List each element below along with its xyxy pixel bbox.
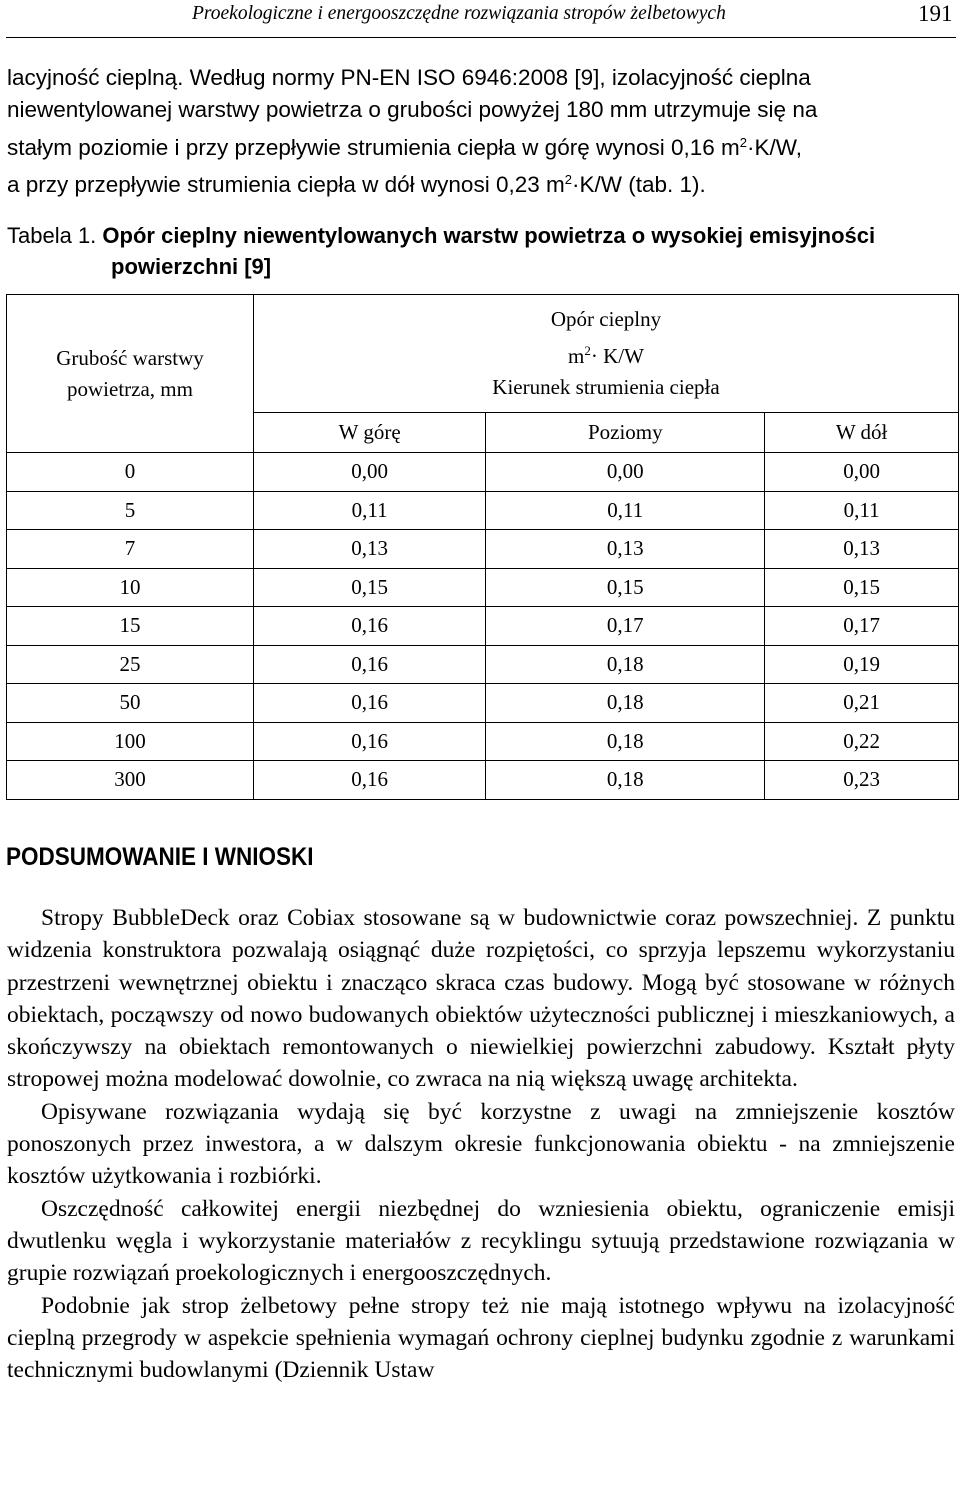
header-upward: W górę bbox=[254, 413, 486, 453]
intro-line: a przy przepływie strumienia ciepła w dół wynosi 0,23 $m^2\cdot K/W$ (tab. 1). bbox=[7, 171, 706, 197]
intro-line: stałym poziomie i przy przepływie strumienia ciepła w górę wynosi 0,16 $m^2\cdot K/W$, bbox=[7, 134, 803, 160]
table-cell-value: 0,18 bbox=[486, 645, 765, 684]
table-row bbox=[7, 761, 959, 800]
summary-paragraph: Oszczędność całkowitej energii niezbędnej do wzniesienia obiektu, ograniczenie emisji dwutlenku węgla i wykorzystanie materiałów z recyklingu sytuują przedstawione rozwiązania w grupie rozwiązań proekologicznych i energooszczędnych. bbox=[7, 1195, 955, 1287]
table-cell-value: 0,17 bbox=[765, 607, 959, 646]
table-cell-thickness: 50 bbox=[7, 684, 254, 723]
table-cell-value: 0,17 bbox=[486, 607, 765, 646]
table-header-row bbox=[7, 295, 959, 413]
table-cell-value: 0,00 bbox=[254, 453, 486, 492]
table-caption-title-cont: powierzchni [9] bbox=[111, 254, 272, 279]
table-row bbox=[7, 645, 959, 684]
table-caption-label: Tabela 1. bbox=[7, 223, 97, 248]
header-thermal-resistance: Opór cieplny $m^2\cdot K/W$ Kierunek strumienia ciepła bbox=[254, 295, 959, 413]
table-cell-value: 0,21 bbox=[765, 684, 959, 723]
table-cell-thickness: 15 bbox=[7, 607, 254, 646]
intro-line: niewentylowanej warstwy powietrza o grubości powyżej 180 mm utrzymuje się na bbox=[7, 97, 818, 123]
summary-paragraph: Podobnie jak strop żelbetowy pełne stropy też nie mają istotnego wpływu na izolacyjność cieplną przegrody w aspekcie spełnienia wymagań ochrony cieplnej budynku zgodnie z warunkami technicznymi budowlanymi (Dziennik Ustaw bbox=[7, 1292, 955, 1384]
header-rule bbox=[6, 37, 956, 38]
header-horizontal: Poziomy bbox=[486, 413, 765, 453]
table-cell-value: 0,15 bbox=[486, 568, 765, 607]
table-row bbox=[7, 684, 959, 723]
superscript: 2 bbox=[739, 134, 748, 150]
table-caption bbox=[7, 220, 955, 282]
section-heading: PODSUMOWANIE I WNIOSKI bbox=[6, 843, 314, 871]
table-row bbox=[7, 453, 959, 492]
table-cell-thickness: 25 bbox=[7, 645, 254, 684]
header-downward: W dół bbox=[765, 413, 959, 453]
table-cell-thickness: 100 bbox=[7, 722, 254, 761]
table-cell-value: 0,22 bbox=[765, 722, 959, 761]
running-header-title: Proekologiczne i energooszczędne rozwiązania stropów żelbetowych bbox=[192, 3, 726, 24]
page-number: 191 bbox=[918, 1, 953, 26]
thermal-resistance-table bbox=[6, 294, 959, 800]
table-row bbox=[7, 530, 959, 569]
table-cell-thickness: 7 bbox=[7, 530, 254, 569]
table-cell-value: 0,18 bbox=[486, 761, 765, 800]
table-cell-value: 0,16 bbox=[254, 607, 486, 646]
header-thickness: Grubość warstwy powietrza, mm bbox=[7, 295, 254, 453]
table-cell-value: 0,16 bbox=[254, 722, 486, 761]
multiplication-dot: · bbox=[571, 171, 580, 197]
table-cell-value: 0,19 bbox=[765, 645, 959, 684]
table-cell-value: 0,11 bbox=[254, 491, 486, 530]
superscript: 2 bbox=[564, 171, 572, 187]
table-cell-thickness: 0 bbox=[7, 453, 254, 492]
table-cell-value: 0,11 bbox=[765, 491, 959, 530]
summary-paragraph: Stropy BubbleDeck oraz Cobiax stosowane są w budownictwie coraz powszechniej. Z punktu widzenia konstruktora pozwalają osiągnąć duże rozpiętości, co sprzyja lepszemu wykorzystaniu przestrzeni wewnętrznej obiektu i znacząco skraca czas budowy. Mogą być stosowane w różnych obiektach, począwszy od nowo budowanych obiektów użyteczności publicznej i mieszkaniowych, a skończywszy na obiektach remontowanych o niewielkiej powierzchni zabudowy. Kształt płyty stropowej można modelować dowolnie, co zwraca na nią większą uwagę architekta. bbox=[7, 905, 955, 1093]
table-cell-value: 0,15 bbox=[765, 568, 959, 607]
table-cell-value: 0,00 bbox=[486, 453, 765, 492]
table-cell-value: 0,16 bbox=[254, 761, 486, 800]
table-row bbox=[7, 722, 959, 761]
multiplication-dot: · bbox=[747, 134, 755, 160]
table-cell-thickness: 10 bbox=[7, 568, 254, 607]
table-cell-value: 0,16 bbox=[254, 645, 486, 684]
intro-line: lacyjność cieplną. Według normy PN-EN ISO 6946:2008 [9], izolacyjność cieplna bbox=[7, 65, 811, 90]
running-header bbox=[0, 0, 960, 34]
summary-body bbox=[7, 902, 955, 1386]
table-cell-value: 0,16 bbox=[254, 684, 486, 723]
table-cell-value: 0,13 bbox=[765, 530, 959, 569]
table-cell-value: 0,18 bbox=[486, 684, 765, 723]
table-row bbox=[7, 607, 959, 646]
table-cell-value: 0,23 bbox=[765, 761, 959, 800]
table-cell-value: 0,15 bbox=[254, 568, 486, 607]
table-row bbox=[7, 568, 959, 607]
intro-paragraph bbox=[7, 62, 955, 201]
table-caption-title: Opór cieplny niewentylowanych warstw powietrza o wysokiej emisyjności bbox=[102, 223, 876, 248]
table-cell-value: 0,13 bbox=[486, 530, 765, 569]
table-cell-value: 0,18 bbox=[486, 722, 765, 761]
table-cell-value: 0,00 bbox=[765, 453, 959, 492]
table-cell-thickness: 300 bbox=[7, 761, 254, 800]
summary-paragraph: Opisywane rozwiązania wydają się być korzystne z uwagi na zmniejszenie kosztów ponoszonych przez inwestora, a w dalszym okresie funkcjonowania obiektu - na zmniejszenie kosztów użytkowania i rozbiórki. bbox=[7, 1098, 955, 1190]
table-cell-thickness: 5 bbox=[7, 491, 254, 530]
table-row bbox=[7, 491, 959, 530]
table-cell-value: 0,13 bbox=[254, 530, 486, 569]
table-cell-value: 0,11 bbox=[486, 491, 765, 530]
